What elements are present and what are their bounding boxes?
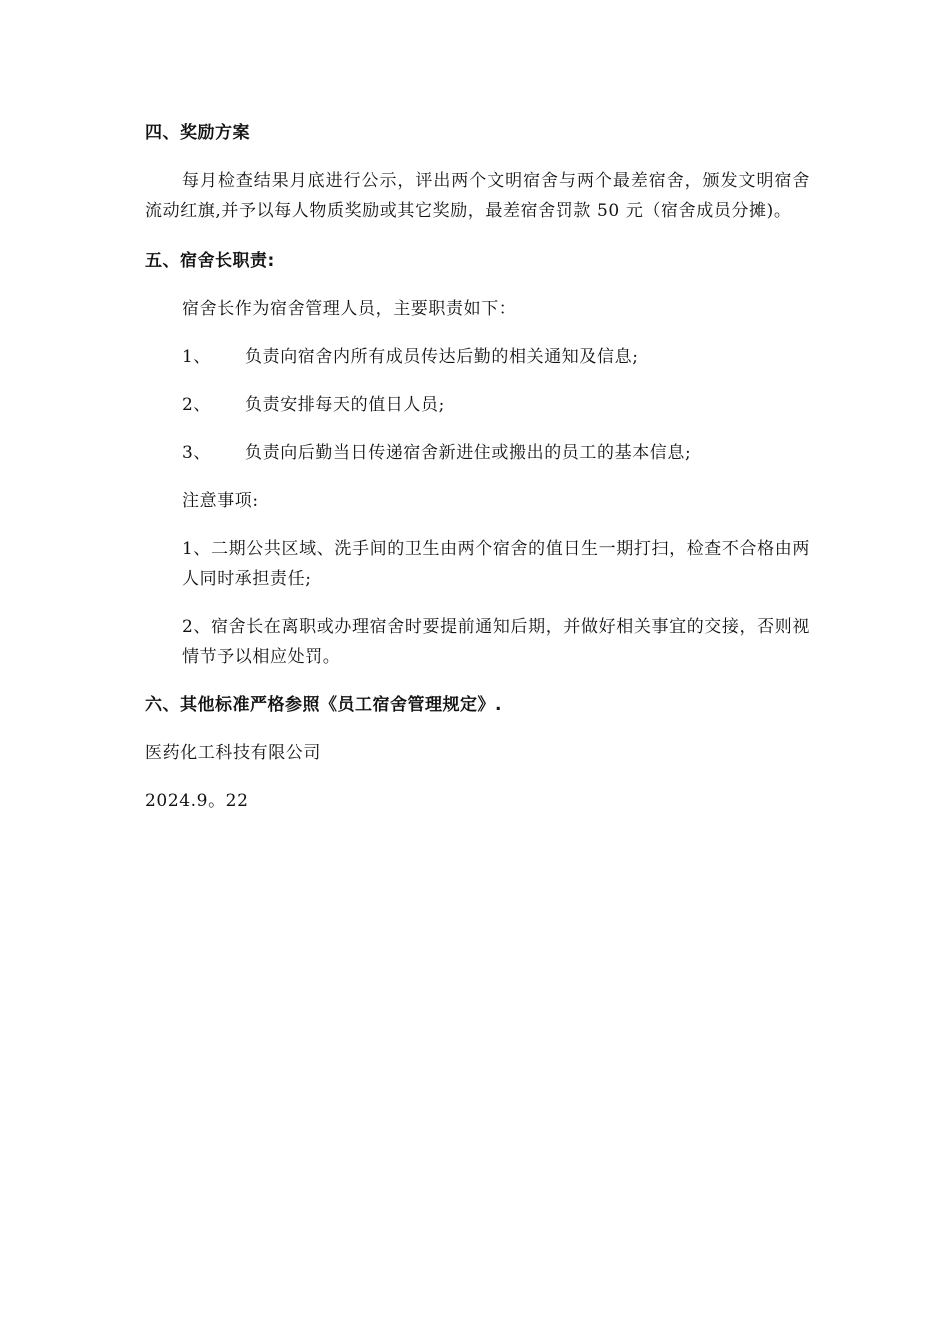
duty-text: 负责向宿舍内所有成员传达后勤的相关通知及信息;: [245, 347, 639, 367]
company-name: 医药化工科技有限公司: [145, 743, 321, 763]
dorm-leader-intro: 宿舍长作为宿舍管理人员，主要职责如下：: [182, 299, 517, 319]
section-heading-dorm-leader: 五、宿舍长职责:: [145, 251, 275, 271]
duty-text: 负责向后勤当日传递宿舍新进住或搬出的员工的基本信息;: [245, 443, 692, 463]
duty-item: [145, 438, 810, 468]
document-date: 2024.9。22: [145, 791, 249, 811]
duty-item: [145, 390, 810, 420]
duty-number: 1、: [182, 347, 212, 367]
document-content: [145, 118, 810, 816]
note-item: 1、二期公共区域、洗手间的卫生由两个宿舍的值日生一期打扫，检查不合格由两人同时承担责任;: [182, 539, 810, 589]
duty-number: 3、: [182, 443, 212, 463]
duty-item: [145, 342, 810, 372]
duty-number: 2、: [182, 395, 212, 415]
duty-text: 负责安排每天的值日人员;: [245, 395, 445, 415]
reward-paragraph: 每月检查结果月底进行公示，评出两个文明宿舍与两个最差宿舍，颁发文明宿舍流动红旗,并予以每人物质奖励或其它奖励，最差宿舍罚款 50 元（宿舍成员分摊)。: [145, 171, 810, 221]
section-heading-other-standards: 六、其他标准严格参照《员工宿舍管理规定》.: [145, 695, 502, 715]
note-item: 2、宿舍长在离职或办理宿舍时要提前通知后期，并做好相关事宜的交接，否则视情节予以相应处罚。: [182, 617, 810, 667]
notes-title: 注意事项:: [182, 491, 259, 511]
section-heading-reward: 四、奖励方案: [145, 123, 250, 143]
